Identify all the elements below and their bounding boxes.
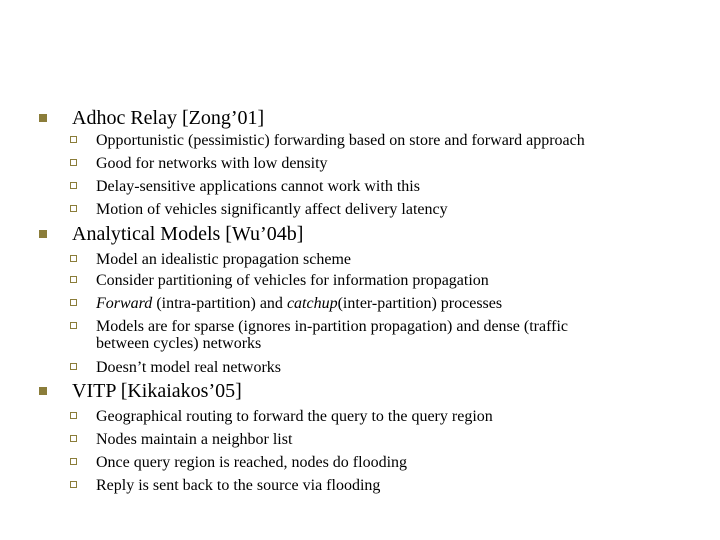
- list-item: Geographical routing to forward the query to the query region: [96, 408, 696, 425]
- section-1-heading: [72, 106, 264, 130]
- hollow-square-bullet-icon: [70, 182, 77, 189]
- hollow-square-bullet-icon: [70, 299, 77, 306]
- hollow-square-bullet-icon: [70, 205, 77, 212]
- list-item: Opportunistic (pessimistic) forwarding based on store and forward approach: [96, 132, 696, 149]
- hollow-square-bullet-icon: [70, 435, 77, 442]
- list-item: Reply is sent back to the source via flooding: [96, 477, 696, 494]
- list-item: Delay-sensitive applications cannot work with this: [96, 178, 696, 195]
- section-1-title: Adhoc Relay [Zong’01]: [72, 107, 265, 129]
- hollow-square-bullet-icon: [70, 412, 77, 419]
- section-2-title: Analytical Models [Wu’04b]: [72, 223, 304, 245]
- list-item: Model an idealistic propagation scheme: [96, 251, 696, 268]
- hollow-square-bullet-icon: [70, 159, 77, 166]
- list-item: Nodes maintain a neighbor list: [96, 431, 696, 448]
- section-3-title: VITP [Kikaiakos’05]: [72, 380, 242, 402]
- square-bullet-icon: [39, 114, 47, 122]
- hollow-square-bullet-icon: [70, 276, 77, 283]
- list-item: Consider partitioning of vehicles for information propagation: [96, 272, 696, 289]
- square-bullet-icon: [39, 230, 47, 238]
- list-item: Forward (intra-partition) and catchup(inter-partition) processes: [96, 295, 696, 312]
- hollow-square-bullet-icon: [70, 322, 77, 329]
- hollow-square-bullet-icon: [70, 255, 77, 262]
- list-item: Once query region is reached, nodes do flooding: [96, 454, 696, 471]
- hollow-square-bullet-icon: [70, 481, 77, 488]
- hollow-square-bullet-icon: [70, 136, 77, 143]
- section-2-heading: [72, 222, 303, 246]
- section-3-heading: [72, 379, 242, 403]
- square-bullet-icon: [39, 387, 47, 395]
- list-item: Doesn’t model real networks: [96, 359, 696, 376]
- hollow-square-bullet-icon: [70, 458, 77, 465]
- hollow-square-bullet-icon: [70, 363, 77, 370]
- list-item: Motion of vehicles significantly affect delivery latency: [96, 201, 696, 218]
- list-item: Good for networks with low density: [96, 155, 696, 172]
- list-item: Models are for sparse (ignores in-partition propagation) and dense (traffic between cycles) networks: [96, 318, 696, 352]
